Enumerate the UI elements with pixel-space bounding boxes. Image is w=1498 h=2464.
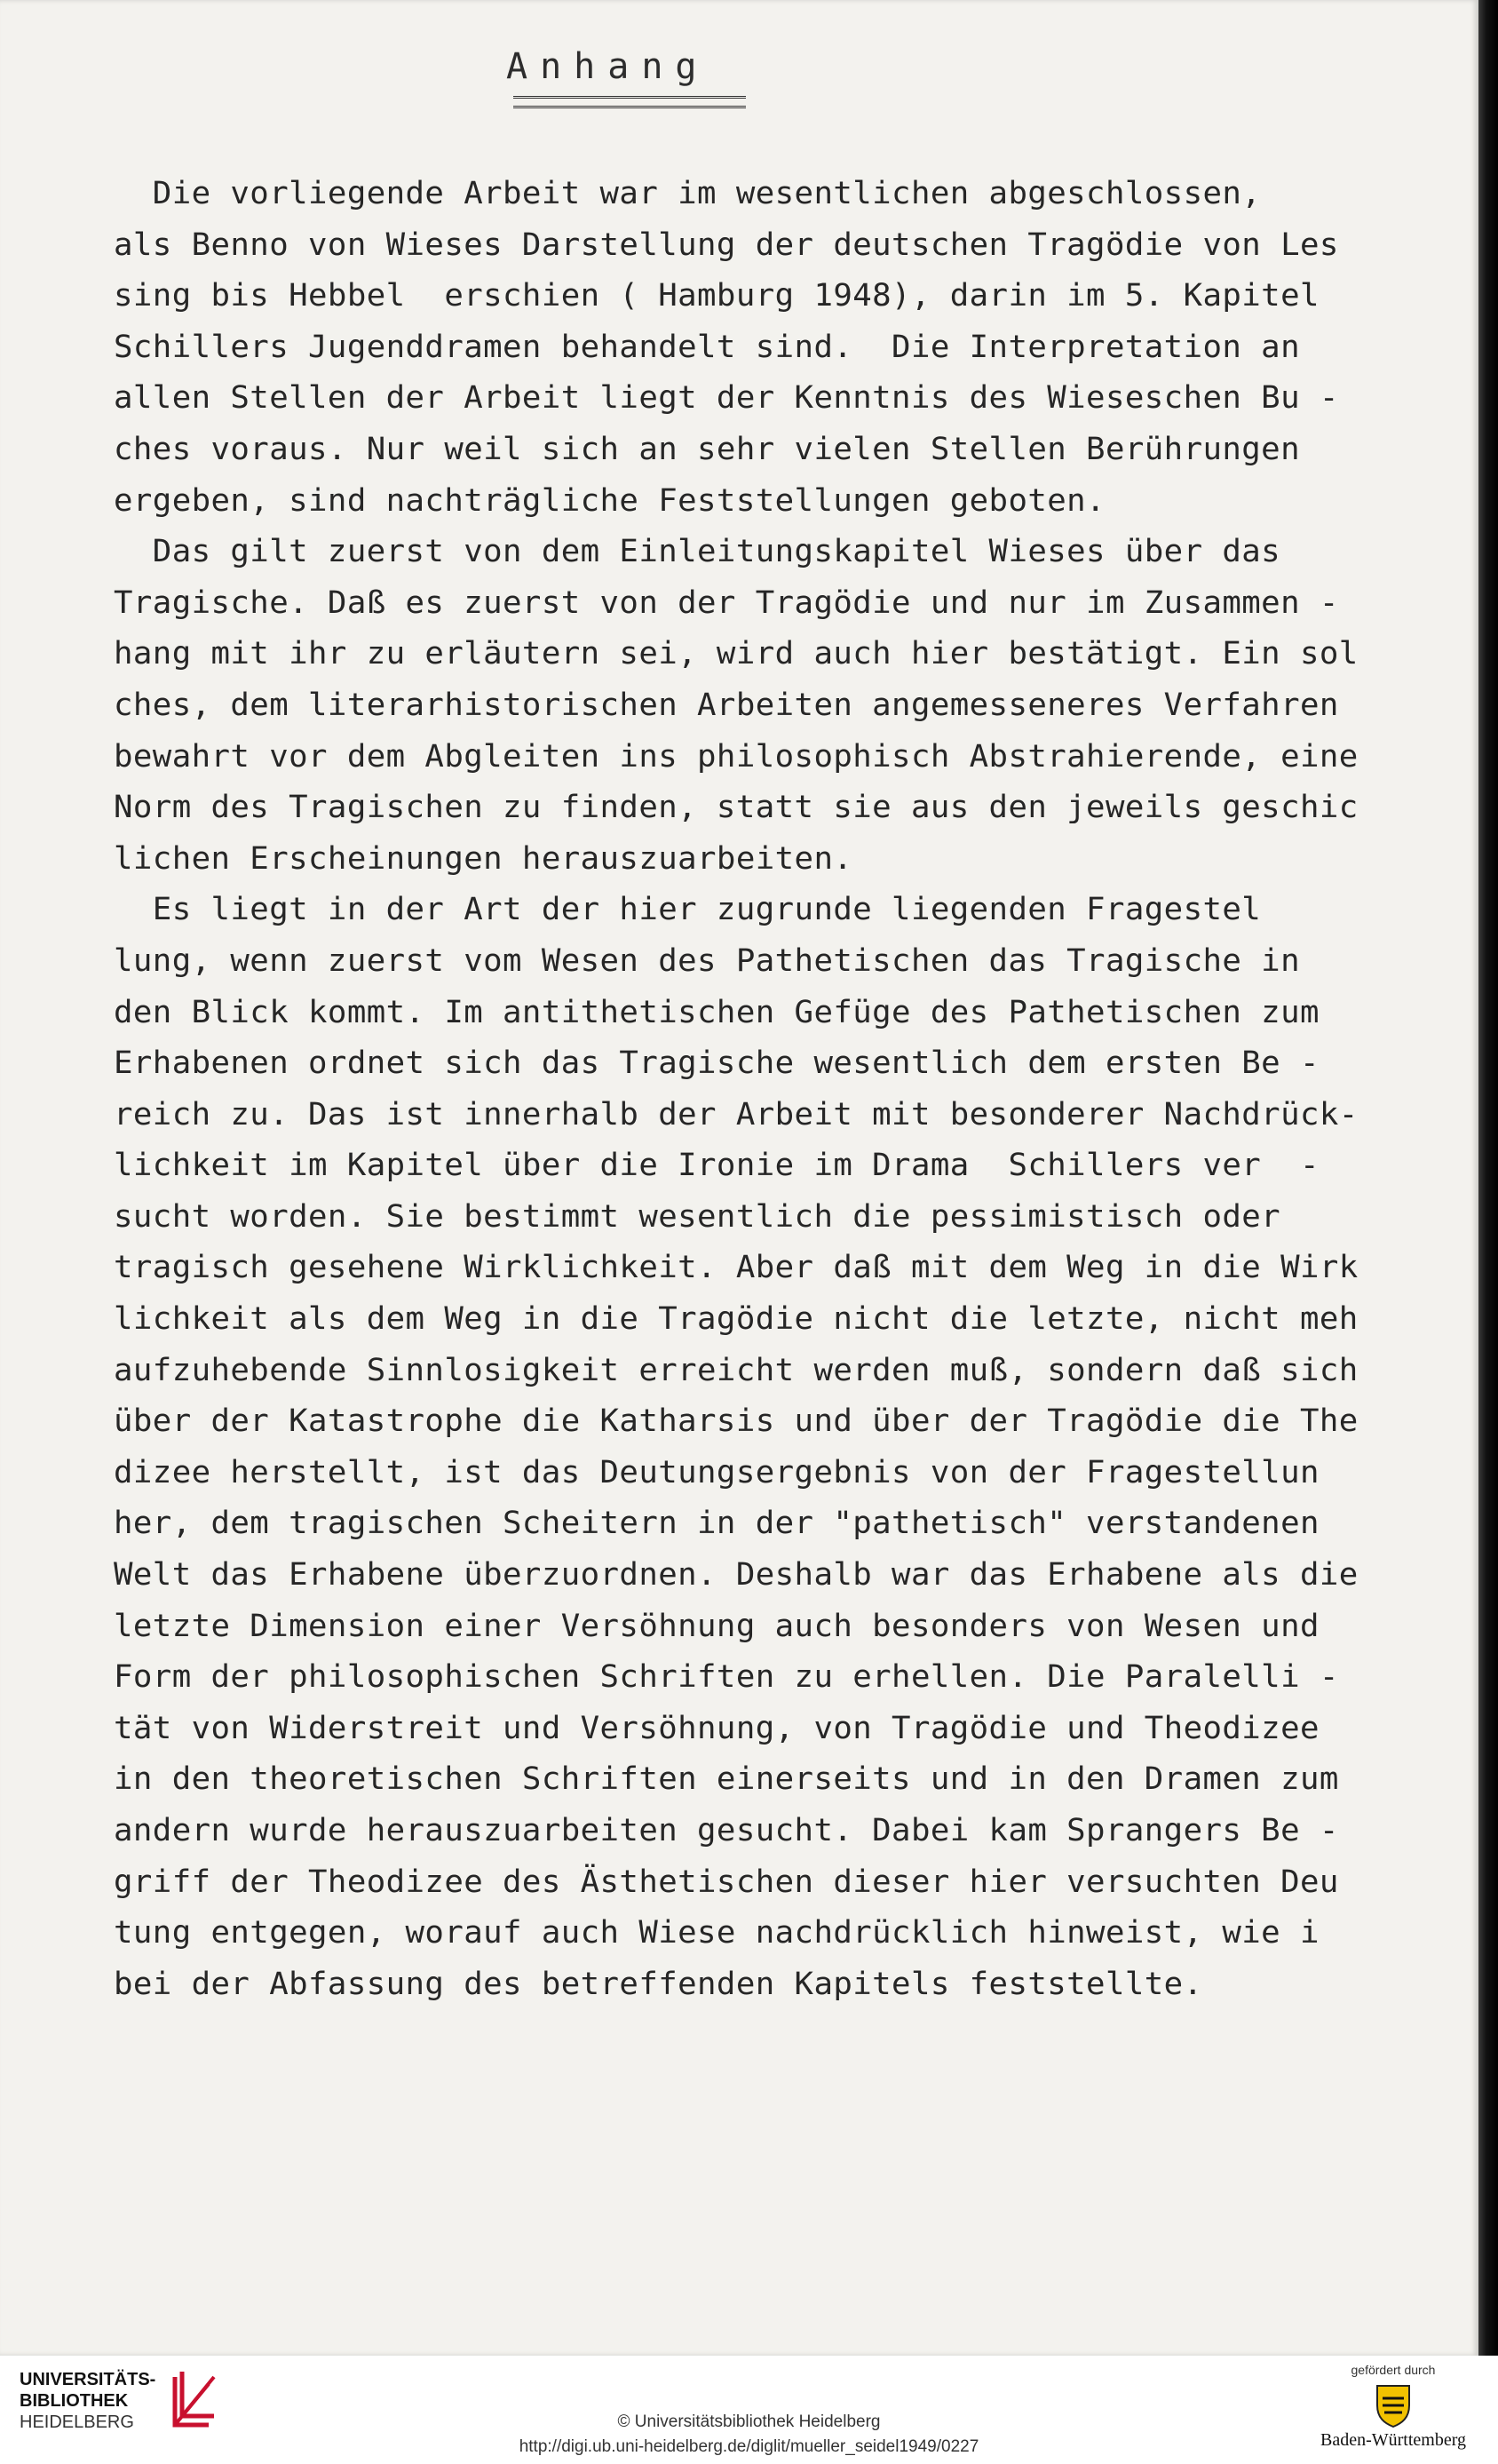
logo-line-3: HEIDELBERG [20,2412,134,2432]
text-line: reich zu. Das ist innerhalb der Arbeit mit besonderer Nachdrück- [114,1096,1359,1133]
copyright-notice: © Universitätsbibliothek Heidelberg [617,2412,881,2431]
text-line: ergeben, sind nachträgliche Feststellungen geboten. [114,482,1106,519]
text-line: sucht worden. Sie bestimmt wesentlich die pessimistisch oder [114,1198,1281,1235]
text-line: Norm des Tragischen zu finden, statt sie aus den jeweils geschic [114,790,1359,826]
text-line: lung, wenn zuerst vom Wesen des Pathetischen das Tragische in [114,942,1300,979]
text-line: als Benno von Wieses Darstellung der deutschen Tragödie von Les [114,227,1339,263]
permalink[interactable]: http://digi.ub.uni-heidelberg.de/diglit/mueller_seidel1949/0227 [519,2437,979,2456]
text-line: hang mit ihr zu erläutern sei, wird auch hier bestätigt. Ein sol [114,636,1359,672]
text-line: tät von Widerstreit und Versöhnung, von Tragödie und Theodizee [114,1710,1320,1746]
sponsor-name: Baden-Württemberg [1320,2430,1466,2450]
text-line: tung entgegen, worauf auch Wiese nachdrücklich hinweist, wie i [114,1915,1320,1951]
scan-edge-shadow [1478,0,1498,2356]
logo-line-2: BIBLIOTHEK [20,2391,129,2411]
text-line: lichkeit im Kapitel über die Ironie im Drama Schillers ver - [114,1148,1320,1184]
sponsor-block [1313,2363,1473,2451]
text-line: in den theoretischen Schriften einerseits und in den Dramen zum [114,1761,1339,1798]
text-line: den Blick kommt. Im antithetischen Gefüge des Pathetischen zum [114,994,1320,1030]
text-line: über der Katastrophe die Katharsis und über der Tragödie die The [114,1403,1359,1440]
text-line: Welt das Erhabene überzuordnen. Deshalb war das Erhabene als die [114,1557,1359,1594]
text-line: aufzuhebende Sinnlosigkeit erreicht werden muß, sondern daß sich [114,1352,1359,1388]
text-line: bewahrt vor dem Abgleiten ins philosophisch Abstrahierende, eine [114,738,1359,775]
text-line: griff der Theodizee des Ästhetischen dieser hier versuchten Deu [114,1864,1339,1900]
text-line: Erhabenen ordnet sich das Tragische wesentlich dem ersten Be - [114,1045,1320,1082]
text-line: ches voraus. Nur weil sich an sehr vielen Stellen Berührungen [114,431,1300,467]
text-line: allen Stellen der Arbeit liegt der Kenntnis des Wieseschen Bu - [114,380,1339,417]
text-line: lichen Erscheinungen herauszuarbeiten. [114,840,853,877]
text-line: Das gilt zuerst von dem Einleitungskapitel Wieses über das [114,534,1281,570]
sponsor-label: gefördert durch [1351,2363,1436,2377]
text-line: letzte Dimension einer Versöhnung auch besonders von Wesen und [114,1608,1320,1644]
text-line: Es liegt in der Art der hier zugrunde liegenden Fragestel [114,892,1262,928]
text-line: her, dem tragischen Scheitern in der "pathetisch" verstandenen [114,1506,1320,1542]
text-line: sing bis Hebbel erschien ( Hamburg 1948), darin im 5. Kapitel [114,278,1320,314]
text-line: Die vorliegende Arbeit war im wesentlichen abgeschlossen, [114,176,1262,211]
coat-of-arms-icon [1372,2382,1415,2428]
text-line: tragisch gesehene Wirklichkeit. Aber daß mit dem Weg in die Wirk [114,1250,1359,1286]
text-line: Form der philosophischen Schriften zu erhellen. Die Paralelli - [114,1659,1339,1696]
title-underline [513,96,746,108]
text-line: bei der Abfassung des betreffenden Kapitels feststellte. [114,1966,1203,2002]
text-line: ches, dem literarhistorischen Arbeiten angemesseneres Verfahren [114,687,1339,723]
logo-line-1: UNIVERSITÄTS- [20,2370,156,2389]
text-line: Schillers Jugenddramen behandelt sind. Die Interpretation an [114,329,1300,365]
text-line: andern wurde herauszuarbeiten gesucht. Dabei kam Sprangers Be - [114,1813,1339,1848]
text-line: lichkeit als dem Weg in die Tragödie nicht die letzte, nicht meh [114,1301,1359,1338]
page-title: Anhang [506,46,709,87]
text-line: dizee herstellt, ist das Deutungsergebnis von der Fragestellun [114,1454,1320,1490]
document-body [114,169,1481,2087]
text-line: Tragische. Daß es zuerst von der Tragödie und nur im Zusammen - [114,584,1339,621]
